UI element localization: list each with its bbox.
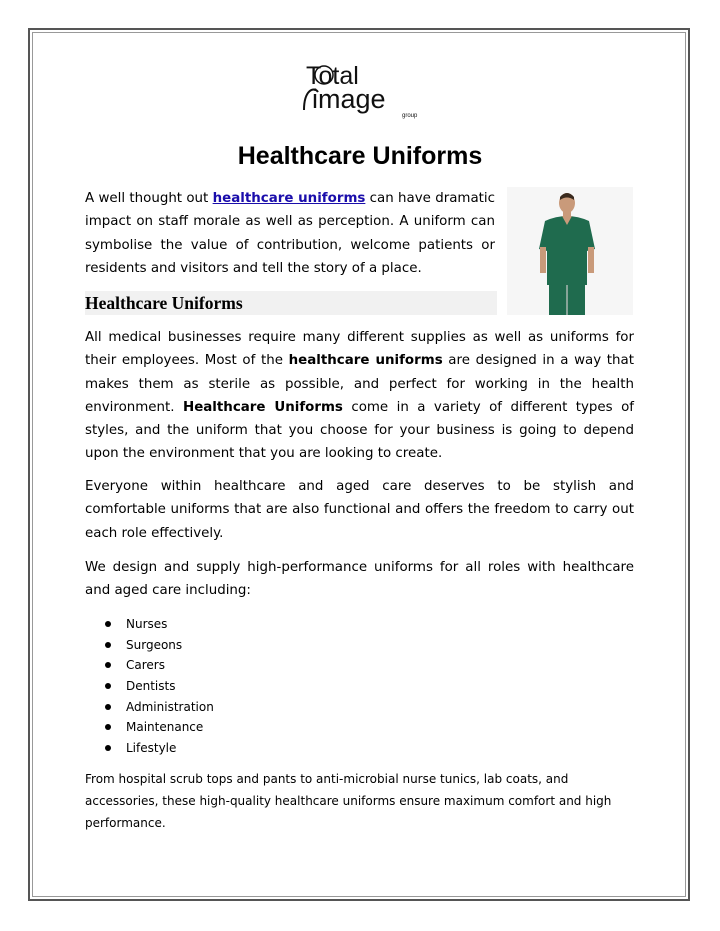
svg-text:image: image bbox=[312, 84, 386, 114]
list-item: Dentists bbox=[103, 676, 214, 697]
svg-text:Total: Total bbox=[306, 62, 359, 90]
paragraph-medical-businesses: All medical businesses require many different supplies as well as uniforms for their employees. Most of the healthcare uniforms are designed in a way that makes them as sterile as possible, and perfect for working in the health environment. Healthcare Uniforms come in a variety of different types of styles, and the uniform that you choose for your business is going to depend upon the environment that you are looking to create. bbox=[85, 330, 634, 462]
closing-paragraph: From hospital scrub tops and pants to anti-microbial nurse tunics, lab coats, and accessories, these high-quality healthcare uniforms ensure maximum comfort and high performance. bbox=[85, 772, 612, 830]
list-item: Maintenance bbox=[103, 717, 214, 738]
page-title: Healthcare Uniforms bbox=[237, 142, 483, 170]
list-item: Surgeons bbox=[103, 635, 214, 656]
total-image-group-logo bbox=[300, 60, 424, 122]
section-heading: Healthcare Uniforms bbox=[85, 293, 243, 313]
list-item: Nurses bbox=[103, 614, 214, 635]
svg-text:group: group bbox=[402, 113, 418, 119]
list-item: Carers bbox=[103, 655, 214, 676]
list-item: Administration bbox=[103, 697, 214, 718]
paragraph-roles-intro: We design and supply high-performance uniforms for all roles with healthcare and aged care including: bbox=[85, 560, 634, 599]
scrubs-model-photo bbox=[507, 187, 633, 315]
healthcare-uniforms-link[interactable]: healthcare uniforms bbox=[212, 191, 366, 206]
section-heading-bar bbox=[85, 291, 497, 315]
paragraph-aged-care: Everyone within healthcare and aged care deserves to be stylish and comfortable uniforms that are also functional and offers the freedom to carry out each role effectively. bbox=[85, 479, 634, 541]
intro-paragraph: A well thought out healthcare uniforms can have dramatic impact on staff morale as well as perception. A uniform can symbolise the value of contribution, welcome patients or residents and visitors and tell the story of a place. bbox=[85, 191, 495, 276]
roles-list bbox=[103, 614, 214, 759]
list-item: Lifestyle bbox=[103, 738, 214, 759]
